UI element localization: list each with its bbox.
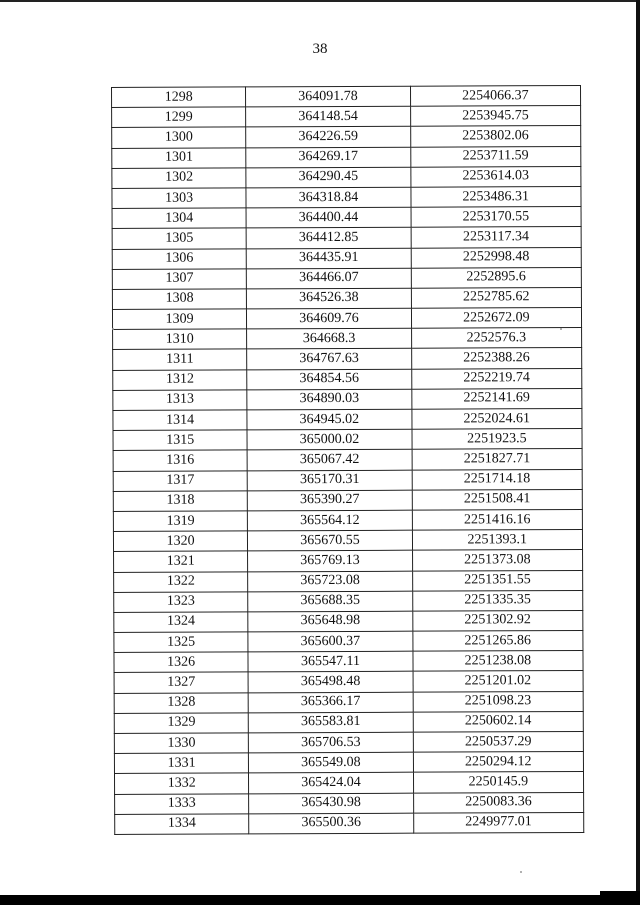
point-number-cell: 1302 <box>112 168 246 189</box>
point-number-cell: 1305 <box>112 228 246 249</box>
table-row <box>112 247 581 269</box>
table-row <box>112 287 581 309</box>
point-number-cell: 1307 <box>112 269 246 290</box>
table-row <box>112 227 581 249</box>
table-row <box>114 711 583 733</box>
x-coordinate-cell: 365670.55 <box>248 530 412 551</box>
point-number-cell: 1311 <box>113 349 247 370</box>
table-row <box>113 489 582 511</box>
scan-speck <box>112 328 114 330</box>
y-coordinate-cell: 2250083.36 <box>413 792 583 813</box>
point-number-cell: 1319 <box>113 511 247 532</box>
x-coordinate-cell: 364318.84 <box>246 187 410 208</box>
y-coordinate-cell: 2252141.69 <box>411 388 581 409</box>
y-coordinate-cell: 2251335.35 <box>412 590 582 611</box>
point-number-cell: 1318 <box>113 491 247 512</box>
x-coordinate-cell: 364890.03 <box>247 389 411 410</box>
y-coordinate-cell: 2253117.34 <box>411 227 581 248</box>
point-number-cell: 1317 <box>113 470 247 491</box>
point-number-cell: 1330 <box>114 733 248 754</box>
table-row <box>114 651 583 673</box>
table-row <box>113 449 582 471</box>
x-coordinate-cell: 365723.08 <box>248 571 412 592</box>
point-number-cell: 1325 <box>114 632 248 653</box>
table-row <box>112 267 581 289</box>
table-row <box>112 207 581 229</box>
x-coordinate-cell: 365688.35 <box>248 591 412 612</box>
x-coordinate-cell: 364435.91 <box>247 248 411 269</box>
table-row <box>113 429 582 451</box>
y-coordinate-cell: 2251714.18 <box>412 469 582 490</box>
x-coordinate-cell: 364466.07 <box>247 268 411 289</box>
point-number-cell: 1299 <box>112 107 246 128</box>
point-number-cell: 1310 <box>113 329 247 350</box>
point-number-cell: 1316 <box>113 450 247 471</box>
point-number-cell: 1313 <box>113 390 247 411</box>
y-coordinate-cell: 2251923.5 <box>412 429 582 450</box>
y-coordinate-cell: 2251302.92 <box>412 610 582 631</box>
y-coordinate-cell: 2251827.71 <box>412 449 582 470</box>
table-row <box>114 590 583 612</box>
y-coordinate-cell: 2251265.86 <box>413 631 583 652</box>
scan-edge-corner <box>600 891 640 905</box>
table-row <box>114 731 583 753</box>
point-number-cell: 1323 <box>114 592 248 613</box>
x-coordinate-cell: 364412.85 <box>246 228 410 249</box>
table-row <box>112 126 581 148</box>
y-coordinate-cell: 2251098.23 <box>413 691 583 712</box>
x-coordinate-cell: 365564.12 <box>248 510 412 531</box>
x-coordinate-cell: 365498.48 <box>248 672 412 693</box>
y-coordinate-cell: 2251508.41 <box>412 489 582 510</box>
x-coordinate-cell: 365769.13 <box>248 551 412 572</box>
y-coordinate-cell: 2252219.74 <box>411 368 581 389</box>
page-number: 38 <box>312 41 328 57</box>
x-coordinate-cell: 364269.17 <box>246 147 410 168</box>
table-row <box>114 610 583 632</box>
scan-speck <box>560 328 562 330</box>
x-coordinate-cell: 364609.76 <box>247 308 411 329</box>
scan-speck <box>520 871 522 873</box>
table-row <box>113 530 582 552</box>
y-coordinate-cell: 2253711.59 <box>410 146 580 167</box>
point-number-cell: 1301 <box>112 147 246 168</box>
scan-edge-bottom <box>0 895 640 905</box>
point-number-cell: 1326 <box>114 652 248 673</box>
x-coordinate-cell: 364945.02 <box>247 409 411 430</box>
table-row <box>114 631 583 653</box>
point-number-cell: 1328 <box>114 693 248 714</box>
x-coordinate-cell: 365170.31 <box>247 470 411 491</box>
table-row <box>112 186 581 208</box>
x-coordinate-cell: 364767.63 <box>247 349 411 370</box>
y-coordinate-cell: 2249977.01 <box>413 812 583 833</box>
point-number-cell: 1331 <box>114 753 248 774</box>
table-row <box>115 812 584 834</box>
point-number-cell: 1314 <box>113 410 247 431</box>
x-coordinate-cell: 365424.04 <box>249 773 413 794</box>
point-number-cell: 1334 <box>115 814 249 835</box>
point-number-cell: 1333 <box>115 793 249 814</box>
point-number-cell: 1298 <box>112 87 246 108</box>
point-number-cell: 1300 <box>112 127 246 148</box>
x-coordinate-cell: 364526.38 <box>247 288 411 309</box>
point-number-cell: 1321 <box>114 551 248 572</box>
x-coordinate-cell: 364668.3 <box>247 328 411 349</box>
table-row <box>112 308 581 330</box>
x-coordinate-cell: 365430.98 <box>249 793 413 814</box>
point-number-cell: 1329 <box>114 713 248 734</box>
point-number-cell: 1315 <box>113 430 247 451</box>
point-number-cell: 1312 <box>113 370 247 391</box>
point-number-cell: 1332 <box>114 773 248 794</box>
y-coordinate-cell: 2251373.08 <box>412 550 582 571</box>
table-row <box>113 469 582 491</box>
y-coordinate-cell: 2250294.12 <box>413 752 583 773</box>
table-row <box>112 146 581 168</box>
table-row <box>112 166 581 188</box>
x-coordinate-cell: 364400.44 <box>246 207 410 228</box>
point-number-cell: 1309 <box>112 309 246 330</box>
y-coordinate-cell: 2254066.37 <box>410 85 580 106</box>
y-coordinate-cell: 2252785.62 <box>411 287 581 308</box>
table-row <box>113 388 582 410</box>
x-coordinate-cell: 365549.08 <box>249 752 413 773</box>
table-row <box>115 792 584 814</box>
table-row <box>114 691 583 713</box>
point-number-cell: 1308 <box>112 289 246 310</box>
x-coordinate-cell: 364854.56 <box>247 369 411 390</box>
y-coordinate-cell: 2252998.48 <box>411 247 581 268</box>
y-coordinate-cell: 2250145.9 <box>413 772 583 793</box>
y-coordinate-cell: 2252672.09 <box>411 308 581 329</box>
x-coordinate-cell: 365583.81 <box>249 712 413 733</box>
point-number-cell: 1306 <box>112 248 246 269</box>
x-coordinate-cell: 364091.78 <box>246 86 410 107</box>
point-number-cell: 1322 <box>114 571 248 592</box>
y-coordinate-cell: 2251393.1 <box>412 530 582 551</box>
x-coordinate-cell: 364290.45 <box>246 167 410 188</box>
x-coordinate-cell: 365366.17 <box>248 692 412 713</box>
x-coordinate-cell: 364148.54 <box>246 106 410 127</box>
table-row <box>113 408 582 430</box>
point-number-cell: 1303 <box>112 188 246 209</box>
table-row <box>114 752 583 774</box>
y-coordinate-cell: 2252895.6 <box>411 267 581 288</box>
y-coordinate-cell: 2250602.14 <box>413 711 583 732</box>
y-coordinate-cell: 2252576.3 <box>411 328 581 349</box>
y-coordinate-cell: 2251351.55 <box>412 570 582 591</box>
y-coordinate-cell: 2251201.02 <box>413 671 583 692</box>
table-row <box>114 570 583 592</box>
table-row <box>113 368 582 390</box>
y-coordinate-cell: 2253486.31 <box>411 186 581 207</box>
point-number-cell: 1304 <box>112 208 246 229</box>
table-row <box>112 85 581 107</box>
x-coordinate-cell: 365600.37 <box>248 631 412 652</box>
y-coordinate-cell: 2251238.08 <box>413 651 583 672</box>
y-coordinate-cell: 2253170.55 <box>411 207 581 228</box>
x-coordinate-cell: 365500.36 <box>249 813 413 834</box>
table-row <box>114 550 583 572</box>
y-coordinate-cell: 2253945.75 <box>410 106 580 127</box>
x-coordinate-cell: 365000.02 <box>247 429 411 450</box>
coordinates-table-body <box>112 85 584 834</box>
y-coordinate-cell: 2253614.03 <box>410 166 580 187</box>
x-coordinate-cell: 365648.98 <box>248 611 412 632</box>
scan-edge-top <box>0 0 640 2</box>
y-coordinate-cell: 2250537.29 <box>413 731 583 752</box>
scan-edge-right <box>636 0 640 905</box>
x-coordinate-cell: 365547.11 <box>248 651 412 672</box>
table-row <box>113 348 582 370</box>
x-coordinate-cell: 364226.59 <box>246 127 410 148</box>
table-row <box>114 772 583 794</box>
x-coordinate-cell: 365390.27 <box>248 490 412 511</box>
y-coordinate-cell: 2251416.16 <box>412 509 582 530</box>
point-number-cell: 1320 <box>113 531 247 552</box>
y-coordinate-cell: 2252388.26 <box>411 348 581 369</box>
table-row <box>114 671 583 693</box>
point-number-cell: 1324 <box>114 612 248 633</box>
point-number-cell: 1327 <box>114 672 248 693</box>
y-coordinate-cell: 2252024.61 <box>412 408 582 429</box>
table-row <box>113 509 582 531</box>
x-coordinate-cell: 365706.53 <box>249 732 413 753</box>
table-row <box>113 328 582 350</box>
table-row <box>112 106 581 128</box>
coordinates-table <box>111 85 584 835</box>
x-coordinate-cell: 365067.42 <box>247 450 411 471</box>
y-coordinate-cell: 2253802.06 <box>410 126 580 147</box>
